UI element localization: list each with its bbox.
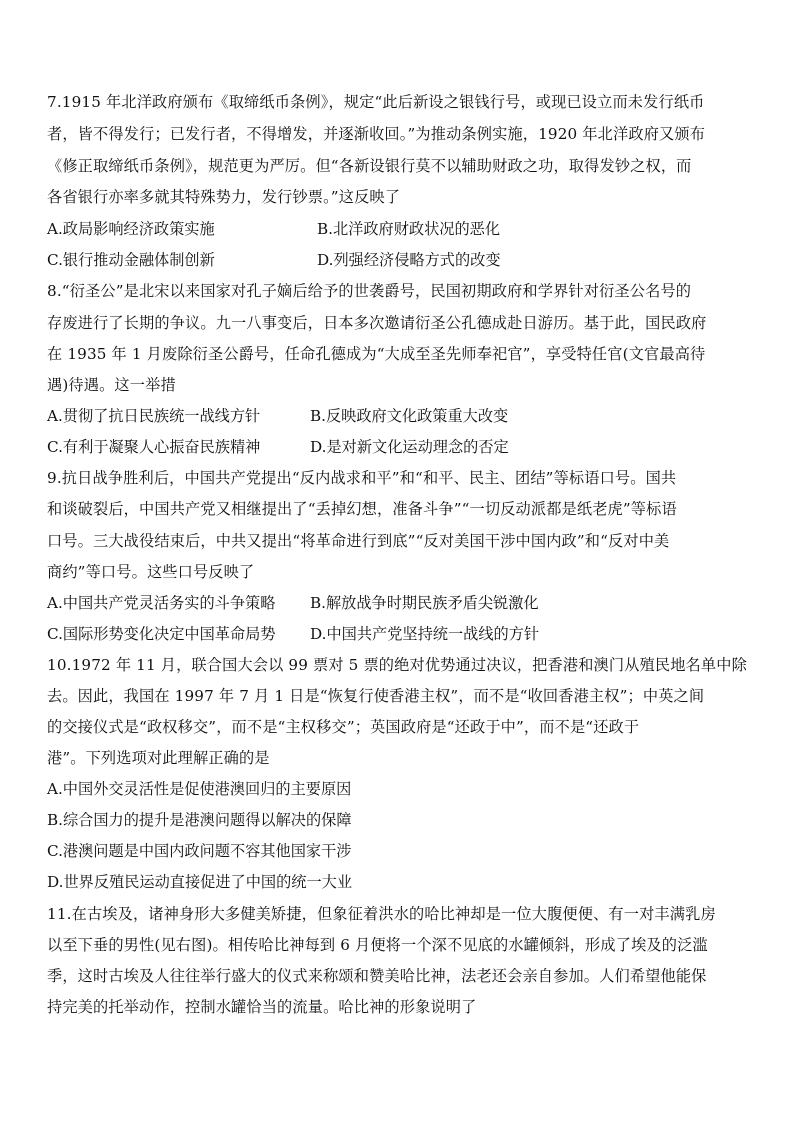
question-9-option-a[interactable]: A.中国共产党灵活务实的斗争策略	[47, 594, 276, 612]
question-10-option-a[interactable]: A.中国外交灵活性是促使港澳回归的主要原因	[47, 780, 352, 798]
question-9-option-d[interactable]: D.中国共产党坚持统一战线的方针	[310, 625, 540, 643]
question-11-line-4: 持完美的托举动作，控制水罐恰当的流量。哈比神的形象说明了	[47, 998, 477, 1016]
question-8-line-2: 存废进行了长期的争议。九一八事变后，日本多次邀请衍圣公孔德成赴日游历。基于此，国民政府	[47, 314, 707, 332]
question-11-line-2: 以至下垂的男性(见右图)。相传哈比神每到 6 月便将一个深不见底的水罐倾斜，形成了埃及的泛滥	[47, 936, 708, 954]
question-8-option-b[interactable]: B.反映政府文化政策重大改变	[310, 407, 509, 425]
question-9-option-b[interactable]: B.解放战争时期民族矛盾尖锐激化	[310, 594, 539, 612]
question-11-line-1: 11.在古埃及，诸神身形大多健美矫捷，但象征着洪水的哈比神却是一位大腹便便、有一对丰满乳房	[47, 905, 716, 923]
question-7-option-d[interactable]: D.列强经济侵略方式的改变	[317, 251, 501, 269]
question-8-line-4: 遇)待遇。这一举措	[47, 376, 176, 394]
question-10-line-1: 10.1972 年 11 月，联合国大会以 99 票对 5 票的绝对优势通过决议，把香港和澳门从殖民地名单中除	[47, 656, 747, 674]
question-11-line-3: 季，这时古埃及人往往举行盛大的仪式来称颂和赞美哈比神，法老还会亲自参加。人们希望他能保	[47, 967, 707, 985]
question-8-line-3: 在 1935 年 1 月废除衍圣公爵号，任命孔德成为“大成至圣先师奉祀官”，享受特任官(文官最高待	[47, 345, 706, 363]
question-9-option-c[interactable]: C.国际形势变化决定中国革命局势	[47, 625, 276, 643]
question-8-line-1: 8.“衍圣公”是北宋以来国家对孔子嫡后给予的世袭爵号，民国初期政府和学界针对衍圣公名号的	[47, 282, 692, 300]
question-10-option-c[interactable]: C.港澳问题是中国内政问题不容其他国家干涉	[47, 842, 352, 860]
question-7-line-2: 者，皆不得发行；已发行者，不得增发，并逐渐收回。”为推动条例实施，1920 年北洋政府又颁布	[47, 125, 706, 143]
question-9-line-2: 和谈破裂后，中国共产党又相继提出了“丢掉幻想，准备斗争”“一切反动派都是纸老虎”等标语	[47, 500, 677, 518]
question-9-line-4: 商约”等口号。这些口号反映了	[47, 563, 255, 581]
question-8-option-a[interactable]: A.贯彻了抗日民族统一战线方针	[47, 407, 261, 425]
question-7-line-3: 《修正取缔纸币条例》，规范更为严厉。但“各新设银行莫不以辅助财政之功，取得发钞之权，而	[47, 157, 692, 175]
question-10-option-b[interactable]: B.综合国力的提升是港澳问题得以解决的保障	[47, 811, 352, 829]
question-7-option-a[interactable]: A.政局影响经济政策实施	[47, 220, 215, 238]
question-9-line-3: 口号。三大战役结束后，中共又提出“将革命进行到底”“反对美国干涉中国内政”和“反对中美	[47, 532, 670, 550]
question-7-line-1: 7.1915 年北洋政府颁布《取缔纸币条例》，规定“此后新设之银钱行号，或现已设立而未发行纸币	[47, 93, 705, 111]
question-9-line-1: 9.抗日战争胜利后，中国共产党提出“反内战求和平”和“和平、民主、团结”等标语口号。国共	[47, 469, 677, 487]
question-10-line-4: 港”。下列选项对此理解正确的是	[47, 749, 270, 767]
question-8-option-d[interactable]: D.是对新文化运动理念的否定	[310, 438, 509, 456]
question-10-line-3: 的交接仪式是“政权移交”，而不是“主权移交”；英国政府是“还政于中”，而不是“还政于	[47, 718, 640, 736]
question-7-option-c[interactable]: C.银行推动金融体制创新	[47, 251, 215, 269]
question-10-option-d[interactable]: D.世界反殖民运动直接促进了中国的统一大业	[47, 873, 353, 891]
question-7-line-4: 各省银行亦率多就其特殊势力，发行钞票。”这反映了	[47, 188, 401, 206]
question-8-option-c[interactable]: C.有利于凝聚人心振奋民族精神	[47, 438, 261, 456]
question-7-option-b[interactable]: B.北洋政府财政状况的恶化	[317, 220, 501, 238]
question-10-line-2: 去。因此，我国在 1997 年 7 月 1 日是“恢复行使香港主权”，而不是“收回香港主权”；中英之间	[47, 687, 705, 705]
